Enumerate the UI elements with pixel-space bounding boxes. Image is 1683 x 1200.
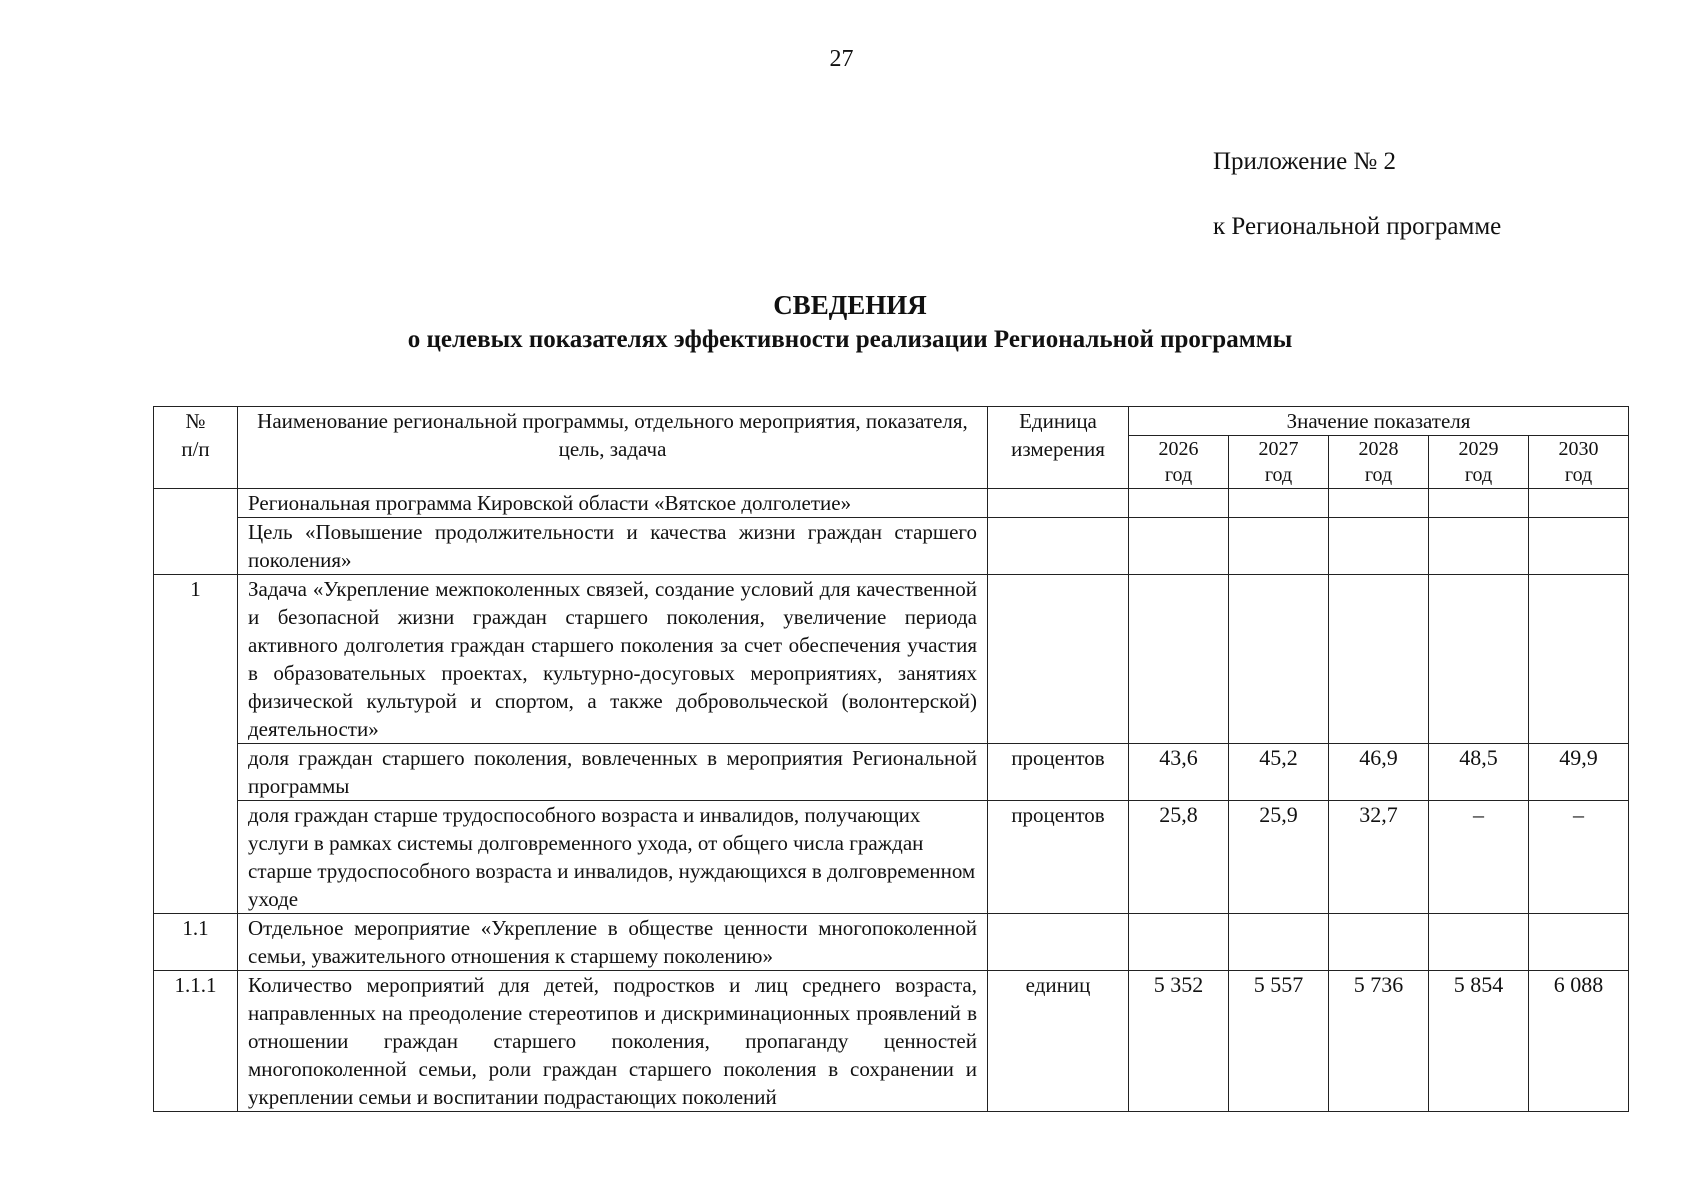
row-value: 5 352 — [1129, 971, 1229, 1112]
row-value — [1529, 575, 1629, 744]
header-number-line1: № — [185, 409, 206, 433]
table-row — [154, 489, 1629, 518]
document-title: СВЕДЕНИЯ — [773, 290, 927, 320]
row-value — [1529, 914, 1629, 971]
header-year-number: 2028 — [1358, 438, 1399, 460]
appendix-label: Приложение № 2 — [1213, 148, 1397, 175]
row-unit — [988, 914, 1129, 971]
table-row — [154, 518, 1629, 575]
page-number: 27 — [829, 46, 854, 72]
row-unit — [988, 518, 1129, 575]
row-value — [1329, 914, 1429, 971]
row-name: доля граждан старше трудоспособного возраста и инвалидов, получающих услуги в рамках системы долговременного ухода, от общего числа граждан старше трудоспособного возраста и инвалидов, нуждающихся в долговременном уходе — [238, 801, 988, 914]
header-year-number: 2029 — [1458, 438, 1499, 460]
row-value: 49,9 — [1529, 744, 1629, 801]
row-value — [1429, 489, 1529, 518]
row-name: Региональная программа Кировской области «Вятское долголетие» — [238, 489, 988, 518]
row-value — [1129, 575, 1229, 744]
header-year-number: 2027 — [1258, 438, 1299, 460]
row-value: 5 557 — [1229, 971, 1329, 1112]
header-value-group: Значение показателя — [1129, 407, 1629, 436]
row-number: 1.1 — [154, 914, 238, 971]
table-row — [154, 744, 1629, 801]
row-value: 25,8 — [1129, 801, 1229, 914]
row-value: 25,9 — [1229, 801, 1329, 914]
header-year-suffix: год — [1164, 464, 1193, 486]
header-year — [1529, 436, 1629, 489]
table-row — [154, 914, 1629, 971]
row-name: Задача «Укрепление межпоколенных связей, создание условий для качественной и безопасной жизни граждан старшего поколения, увеличение периода активного долголетия граждан старшего поколения за счет обеспечения участия в образовательных проектах, культурно-досуговых мероприятиях, занятиях физической культурой и спортом, а также добровольческой (волонтерской) деятельности» — [238, 575, 988, 744]
row-value — [1229, 575, 1329, 744]
row-unit — [988, 575, 1129, 744]
table-row — [154, 801, 1629, 914]
row-value: 32,7 — [1329, 801, 1429, 914]
row-value — [1229, 914, 1329, 971]
appendix-reference: к Региональной программе — [1213, 213, 1502, 240]
row-value: 5 736 — [1329, 971, 1429, 1112]
row-value: 48,5 — [1429, 744, 1529, 801]
row-value: – — [1429, 801, 1529, 914]
row-value — [1329, 489, 1429, 518]
row-value — [1429, 518, 1529, 575]
row-value — [1129, 489, 1229, 518]
header-year — [1229, 436, 1329, 489]
row-unit: процентов — [988, 744, 1129, 801]
header-number-line2: п/п — [181, 437, 210, 461]
row-value: 45,2 — [1229, 744, 1329, 801]
row-name: доля граждан старшего поколения, вовлеченных в мероприятия Региональной программы — [238, 744, 988, 801]
table-row — [154, 971, 1629, 1112]
row-unit: процентов — [988, 801, 1129, 914]
header-year — [1129, 436, 1229, 489]
header-unit — [988, 407, 1129, 489]
row-value: – — [1529, 801, 1629, 914]
header-unit-line2: измерения — [1011, 437, 1105, 461]
indicators-table — [153, 406, 1629, 1112]
header-year-suffix: год — [1364, 464, 1393, 486]
row-value — [1129, 914, 1229, 971]
header-year-number: 2030 — [1558, 438, 1599, 460]
row-value: 43,6 — [1129, 744, 1229, 801]
row-value — [1429, 914, 1529, 971]
row-value: 46,9 — [1329, 744, 1429, 801]
row-unit — [988, 489, 1129, 518]
header-year — [1429, 436, 1529, 489]
row-value — [1329, 518, 1429, 575]
row-value — [1429, 575, 1529, 744]
row-value — [1529, 489, 1629, 518]
row-number — [154, 489, 238, 575]
row-value: 6 088 — [1529, 971, 1629, 1112]
header-year — [1329, 436, 1429, 489]
row-value — [1329, 575, 1429, 744]
row-value — [1229, 518, 1329, 575]
header-year-number: 2026 — [1158, 438, 1199, 460]
row-unit: единиц — [988, 971, 1129, 1112]
row-name: Отдельное мероприятие «Укрепление в обществе ценности многопоколенной семьи, уважительного отношения к старшему поколению» — [238, 914, 988, 971]
table-row — [154, 575, 1629, 744]
header-name: Наименование региональной программы, отдельного мероприятия, показателя, цель, задача — [238, 407, 988, 489]
header-year-suffix: год — [1264, 464, 1293, 486]
row-name: Цель «Повышение продолжительности и качества жизни граждан старшего поколения» — [238, 518, 988, 575]
row-value — [1129, 518, 1229, 575]
row-number: 1.1.1 — [154, 971, 238, 1112]
row-value — [1229, 489, 1329, 518]
header-year-suffix: год — [1564, 464, 1593, 486]
header-unit-line1: Единица — [1019, 409, 1097, 433]
row-number: 1 — [154, 575, 238, 914]
header-year-suffix: год — [1464, 464, 1493, 486]
header-number — [154, 407, 238, 489]
row-value — [1529, 518, 1629, 575]
row-name: Количество мероприятий для детей, подростков и лиц среднего возраста, направленных на преодоление стереотипов и дискриминационных проявлений в отношении граждан старшего поколения, пропаганду ценностей многопоколенной семьи, роли граждан старшего поколения в сохранении и укреплении семьи и воспитании подрастающих поколений — [238, 971, 988, 1112]
document-subtitle: о целевых показателях эффективности реализации Региональной программы — [407, 326, 1293, 353]
row-value: 5 854 — [1429, 971, 1529, 1112]
